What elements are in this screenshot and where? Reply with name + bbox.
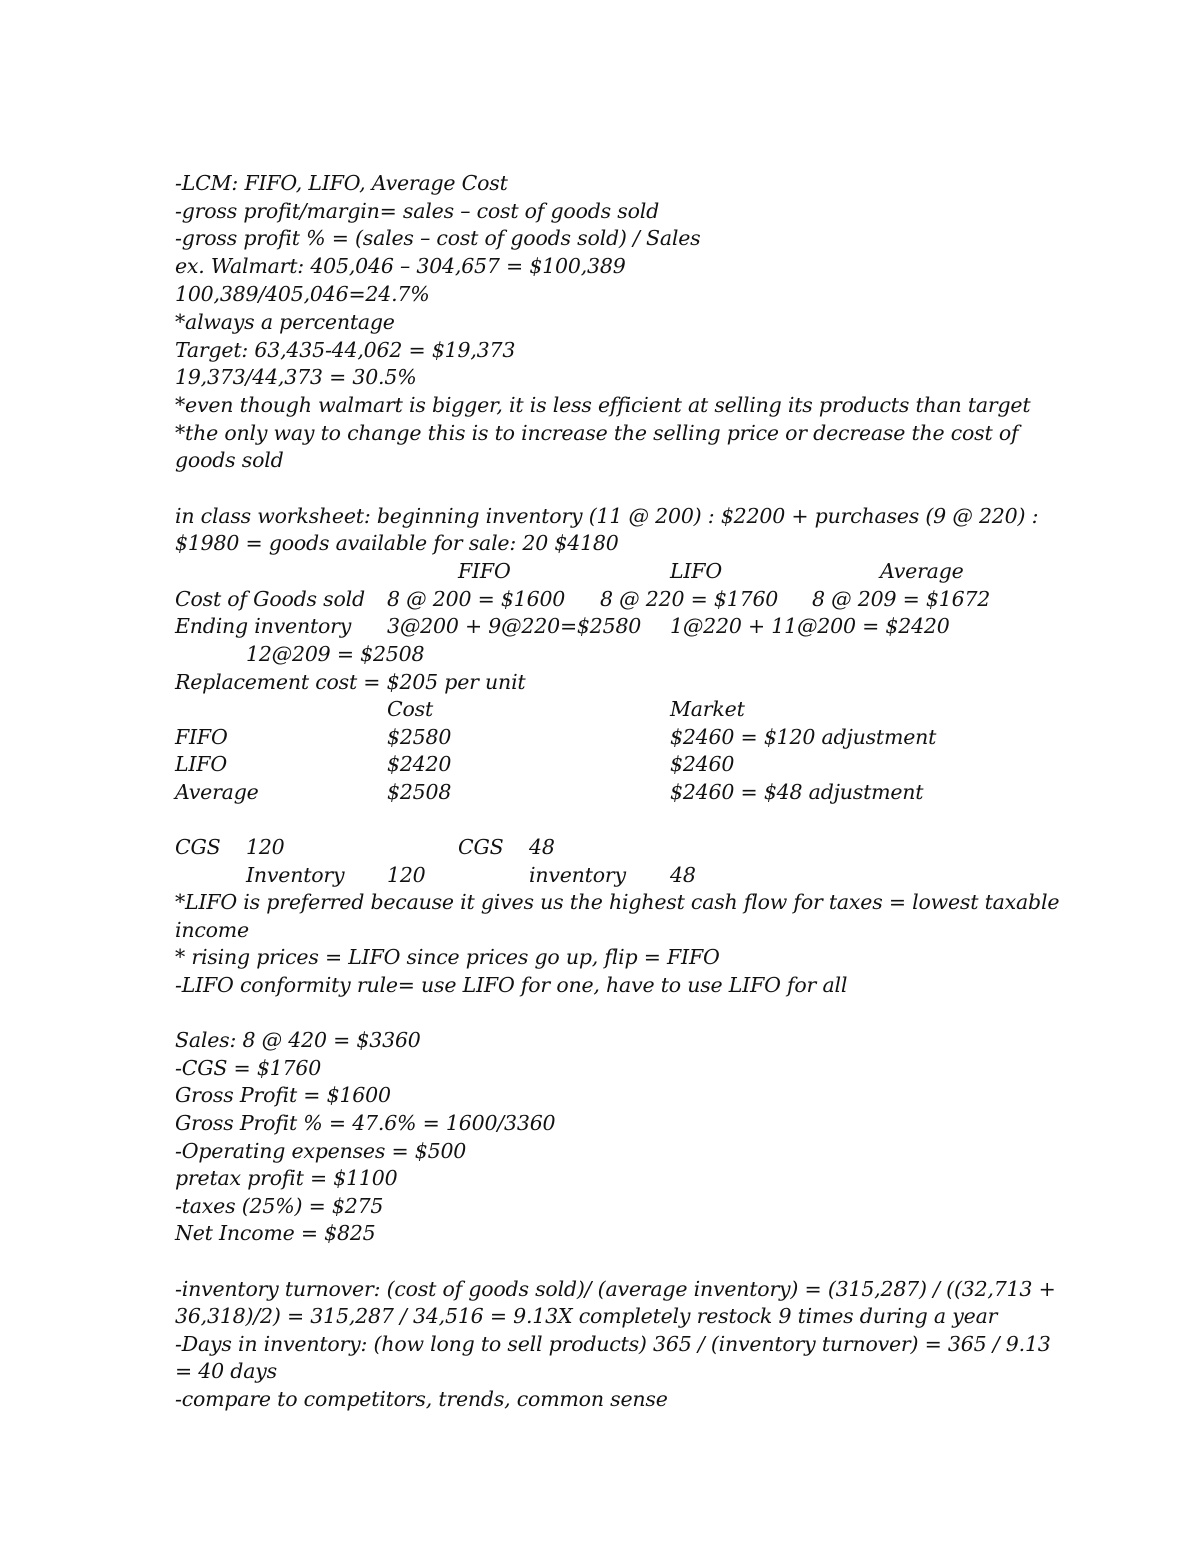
text-line: *always a percentage	[175, 310, 395, 334]
income-line: -CGS = $1760	[175, 1056, 322, 1080]
text-line: -gross profit/margin= sales – cost of goods sold	[175, 199, 660, 223]
journal-debit-account: CGS	[175, 835, 221, 859]
journal-credit-amount: 120	[387, 863, 426, 887]
lcm-row-cost: $2420	[387, 752, 452, 776]
text-line: -gross profit % = (sales – cost of goods sold) / Sales	[175, 226, 701, 250]
journal-debit-amount: 48	[529, 835, 555, 859]
text-line: ex. Walmart: 405,046 – 304,657 = $100,389	[175, 254, 626, 278]
text-line: 100,389/405,046=24.7%	[175, 282, 430, 306]
income-line: Gross Profit % = 47.6% = 1600/3360	[175, 1111, 556, 1135]
income-line: Gross Profit = $1600	[175, 1083, 391, 1107]
lcm-row-cost: $2508	[387, 780, 452, 804]
journal-credit-amount: 48	[670, 863, 696, 887]
note-line: *LIFO is preferred because it gives us the highest cash flow for taxes = lowest taxable	[175, 890, 1060, 914]
income-line: Net Income = $825	[175, 1221, 376, 1245]
turnover-line: 36,318)/2) = 315,287 / 34,516 = 9.13X completely restock 9 times during a year	[175, 1304, 998, 1328]
column-header-fifo: FIFO	[458, 559, 511, 583]
cgs-lifo: 8 @ 220 = $1760	[600, 587, 779, 611]
lcm-row-label: Average	[175, 780, 259, 804]
lcm-row-market: $2460 = $48 adjustment	[670, 780, 924, 804]
lcm-header-cost: Cost	[387, 697, 433, 721]
income-line: -Operating expenses = $500	[175, 1139, 467, 1163]
journal-credit-account: Inventory	[246, 863, 345, 887]
journal-debit-amount: 120	[246, 835, 285, 859]
worksheet-line: $1980 = goods available for sale: 20 $4180	[175, 531, 619, 555]
lcm-row-label: LIFO	[175, 752, 227, 776]
column-header-lifo: LIFO	[670, 559, 722, 583]
lcm-header-market: Market	[670, 697, 745, 721]
ending-average: 12@209 = $2508	[246, 642, 425, 666]
text-line: *the only way to change this is to increase the selling price or decrease the cost of	[175, 421, 1019, 445]
lcm-row-cost: $2580	[387, 725, 452, 749]
journal-debit-account: CGS	[458, 835, 504, 859]
note-line: -LIFO conformity rule= use LIFO for one, have to use LIFO for all	[175, 973, 848, 997]
cgs-fifo: 8 @ 200 = $1600	[387, 587, 566, 611]
note-line: income	[175, 918, 249, 942]
income-line: Sales: 8 @ 420 = $3360	[175, 1028, 421, 1052]
journal-credit-account: inventory	[529, 863, 626, 887]
income-line: -taxes (25%) = $275	[175, 1194, 384, 1218]
turnover-line: -inventory turnover: (cost of goods sold)/ (average inventory) = (315,287) / ((32,713 +	[175, 1277, 1056, 1301]
text-line: -LCM: FIFO, LIFO, Average Cost	[175, 171, 508, 195]
worksheet-line: in class worksheet: beginning inventory (11 @ 200) : $2200 + purchases (9 @ 220) :	[175, 504, 1039, 528]
row-label-ending-inventory: Ending inventory	[175, 614, 352, 638]
lcm-row-market: $2460	[670, 752, 735, 776]
text-line: *even though walmart is bigger, it is less efficient at selling its products than target	[175, 393, 1031, 417]
text-line: goods sold	[175, 448, 284, 472]
ending-fifo: 3@200 + 9@220=$2580	[387, 614, 642, 638]
lcm-row-market: $2460 = $120 adjustment	[670, 725, 937, 749]
row-label-cgs: Cost of Goods sold	[175, 587, 365, 611]
ending-lifo: 1@220 + 11@200 = $2420	[670, 614, 950, 638]
lcm-row-label: FIFO	[175, 725, 228, 749]
text-line: Target: 63,435-44,062 = $19,373	[175, 338, 516, 362]
text-line: 19,373/44,373 = 30.5%	[175, 365, 417, 389]
column-header-average: Average	[880, 559, 964, 583]
turnover-line: -compare to competitors, trends, common sense	[175, 1387, 668, 1411]
turnover-line: = 40 days	[175, 1359, 277, 1383]
income-line: pretax profit = $1100	[175, 1166, 398, 1190]
replacement-cost: Replacement cost = $205 per unit	[175, 670, 526, 694]
turnover-line: -Days in inventory: (how long to sell products) 365 / (inventory turnover) = 365 / 9.13	[175, 1332, 1051, 1356]
note-line: * rising prices = LIFO since prices go up, flip = FIFO	[175, 945, 720, 969]
cgs-average: 8 @ 209 = $1672	[812, 587, 991, 611]
